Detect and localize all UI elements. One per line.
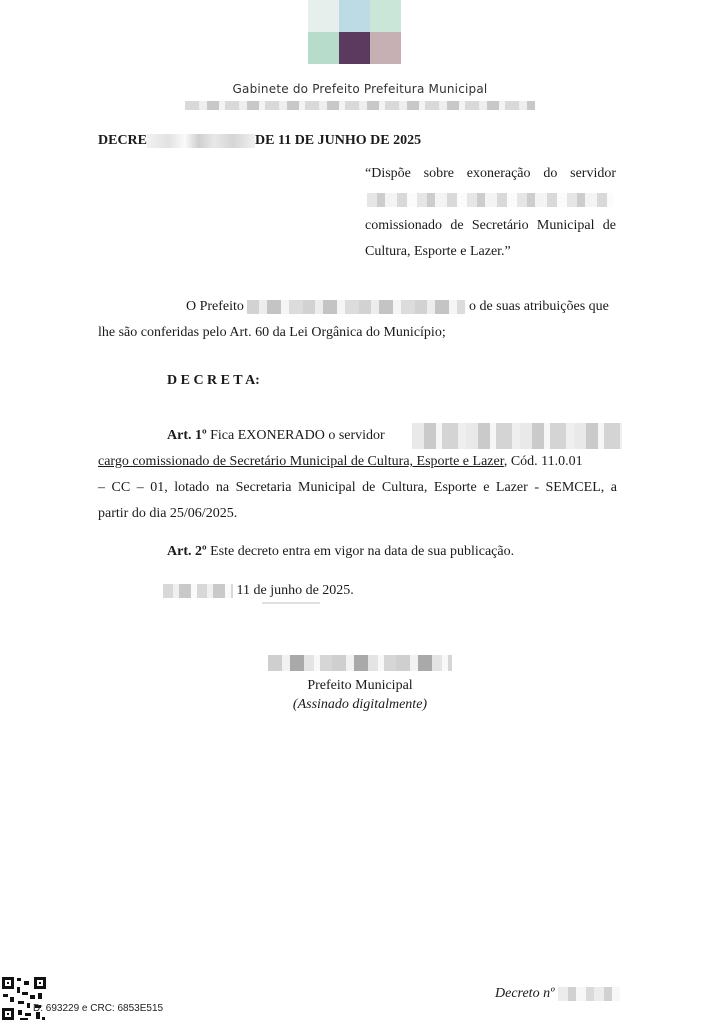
logo-tile — [339, 32, 370, 64]
summary-line-4: Cultura, Esporte e Lazer.” — [365, 244, 511, 259]
office-header — [180, 82, 540, 96]
article-1-line-2 — [98, 449, 583, 475]
article-2-label: Art. 2º — [167, 544, 207, 559]
article-1-line-1 — [167, 423, 385, 449]
qr-code — [0, 975, 48, 1024]
redacted-city-name — [163, 584, 233, 598]
article-1-line-4: partir do dia 25/06/2025. — [98, 506, 238, 521]
logo-tile — [339, 0, 370, 32]
date-line — [163, 578, 354, 604]
verification-code: D: 693229 e CRC: 6853E515 — [33, 1003, 164, 1014]
redacted-decree-number — [147, 134, 255, 148]
article-2-text: Este decreto entra em vigor na data de sua publicação. — [210, 544, 515, 559]
decree-title-suffix: DE 11 DE JUNHO DE 2025 — [255, 133, 422, 148]
decree-summary — [365, 161, 616, 265]
preamble-line-1 — [186, 294, 617, 320]
redacted-servant-name — [412, 423, 622, 449]
redacted-mayor-signature-name — [268, 655, 452, 671]
redacted-mayor-name — [247, 300, 465, 314]
logo-tile — [370, 0, 401, 32]
office-line: Gabinete do Prefeito Prefeitura Municipal — [232, 82, 488, 96]
decree-title-prefix: DECRE — [98, 133, 148, 148]
logo-tile — [308, 0, 339, 32]
redacted-summary-line-2 — [365, 187, 616, 213]
preamble-lead: O Prefeito — [186, 299, 244, 314]
article-1-code: , Cód. 11.0.01 — [503, 454, 583, 469]
logo-tile — [370, 32, 401, 64]
footer-decree-ref — [495, 986, 620, 1002]
article-2 — [167, 539, 514, 565]
decree-ref-text: Decreto nº — [495, 986, 555, 1001]
article-1-text-start: Fica EXONERADO o servidor — [210, 428, 385, 443]
summary-line-1: “Dispõe sobre exoneração do servidor — [365, 166, 616, 181]
article-1-line-3: – CC – 01, lotado na Secretaria Municipal de Cultura, Esporte e Lazer - SEMCEL, a — [98, 480, 617, 495]
signature-block — [220, 676, 500, 714]
decreta-heading: D E C R E T A: — [167, 373, 260, 388]
article-1-role-underlined: cargo comissionado de Secretário Municipal de Cultura, Esporte e Lazer — [98, 454, 504, 469]
preamble-trail: o de suas atribuições que — [468, 299, 609, 314]
summary-line-3: comissionado de Secretário Municipal de — [365, 218, 616, 233]
logo-tile — [308, 32, 339, 64]
article-1-label: Art. 1º — [167, 428, 207, 443]
preamble-line-2: lhe são conferidas pelo Art. 60 da Lei Orgânica do Município; — [98, 325, 446, 340]
redacted-decree-ref-number — [558, 987, 620, 1001]
redacted-header-address — [185, 101, 535, 110]
date-underline-artifact — [262, 602, 320, 604]
signature-role: Prefeito Municipal — [307, 678, 413, 693]
date-text: 11 de junho de 2025. — [236, 583, 354, 598]
signature-note: (Assinado digitalmente) — [292, 697, 428, 712]
decree-title — [98, 133, 421, 149]
